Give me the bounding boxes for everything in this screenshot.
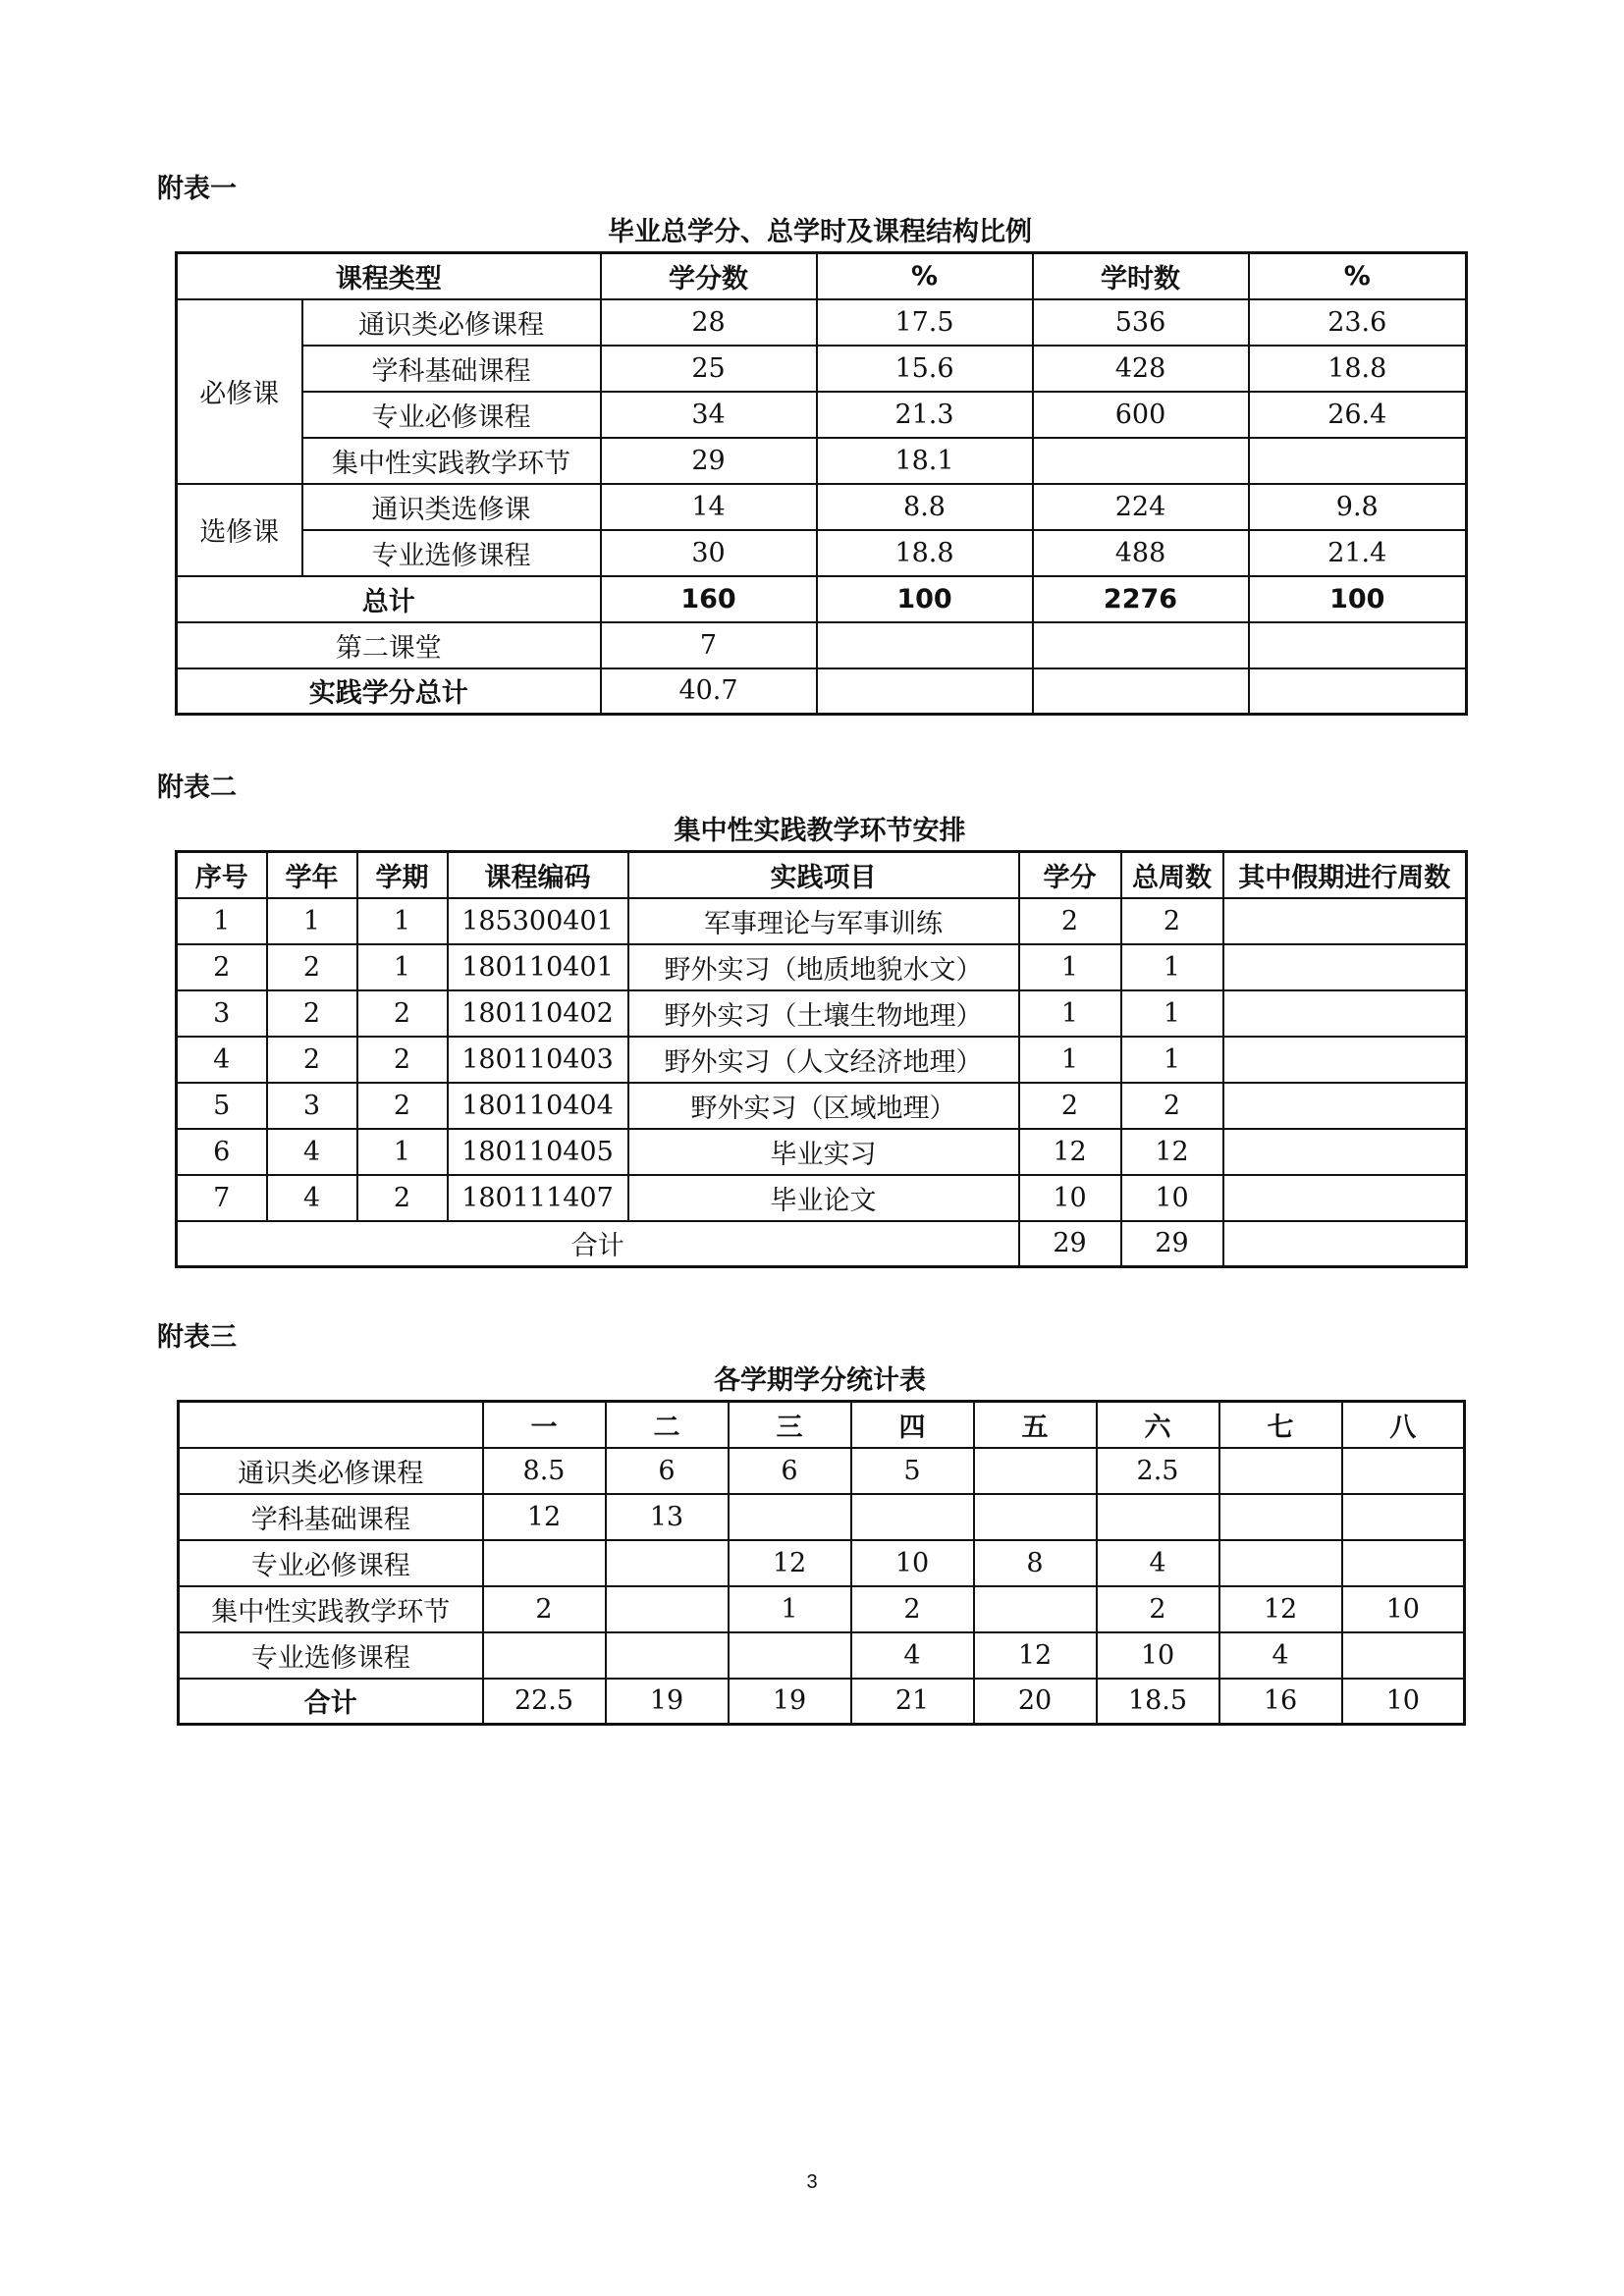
header-cell: 三	[729, 1402, 851, 1448]
header-cell: 学期	[357, 852, 448, 898]
table-row	[179, 1402, 1465, 1448]
header-cell: 六	[1097, 1402, 1219, 1448]
table-cell: 1	[357, 1129, 448, 1175]
table-cell: 5	[851, 1448, 974, 1494]
table1-caption: 毕业总学分、总学时及课程结构比例	[608, 217, 1032, 247]
table-cell: 16	[1219, 1679, 1342, 1725]
table-row	[177, 530, 1467, 576]
table-cell: 实践学分总计	[177, 668, 601, 715]
table-cell: 2	[357, 1175, 448, 1221]
table-cell: 428	[1033, 346, 1249, 392]
table-cell: 180110405	[448, 1129, 628, 1175]
table-cell: 合计	[179, 1679, 483, 1725]
table-row	[177, 1175, 1467, 1221]
header-cell: 一	[483, 1402, 606, 1448]
table-cell: 14	[601, 484, 817, 530]
table-cell	[1223, 990, 1467, 1037]
table-cell	[1033, 622, 1249, 668]
table-cell: 160	[601, 576, 817, 622]
table-cell: 学科基础课程	[179, 1494, 483, 1540]
table-cell: 2	[851, 1586, 974, 1632]
table-cell: 28	[601, 299, 817, 346]
table-cell	[1342, 1540, 1465, 1586]
table-cell: 180110403	[448, 1037, 628, 1083]
table-cell: 12	[1219, 1586, 1342, 1632]
table-cell: 6	[606, 1448, 729, 1494]
group-cell-elective: 选修课	[177, 484, 302, 576]
table-cell: 4	[267, 1129, 357, 1175]
table-cell: 野外实习（人文经济地理）	[628, 1037, 1019, 1083]
table-cell: 6	[729, 1448, 851, 1494]
table-cell: 2.5	[1097, 1448, 1219, 1494]
header-cell: %	[817, 253, 1033, 299]
table2	[175, 850, 1468, 1268]
table-cell: 34	[601, 392, 817, 438]
table-cell: 21.4	[1249, 530, 1467, 576]
table-cell: 学科基础课程	[302, 346, 601, 392]
table-cell: 4	[1219, 1632, 1342, 1679]
table-cell: 4	[1097, 1540, 1219, 1586]
header-cell: 学分数	[601, 253, 817, 299]
header-cell: 二	[606, 1402, 729, 1448]
table-cell: 22.5	[483, 1679, 606, 1725]
table-cell: 21	[851, 1679, 974, 1725]
table-cell: 通识类选修课	[302, 484, 601, 530]
table-cell: 185300401	[448, 898, 628, 944]
table-cell: 19	[729, 1679, 851, 1725]
table-cell	[974, 1448, 1097, 1494]
table-cell	[606, 1586, 729, 1632]
header-cell	[179, 1402, 483, 1448]
table-cell: 集中性实践教学环节	[179, 1586, 483, 1632]
table-cell: 1	[1121, 944, 1223, 990]
table-cell: 5	[177, 1083, 267, 1129]
table-row	[177, 852, 1467, 898]
table-cell: 15.6	[817, 346, 1033, 392]
table-cell: 2	[1121, 1083, 1223, 1129]
table-cell	[1223, 1129, 1467, 1175]
page-number: 3	[806, 2171, 818, 2193]
table-row	[177, 622, 1467, 668]
table-cell: 1	[267, 898, 357, 944]
table-cell: 1	[729, 1586, 851, 1632]
table-cell: 野外实习（地质地貌水文）	[628, 944, 1019, 990]
table-cell: 专业必修课程	[179, 1540, 483, 1586]
table-cell: 2	[1019, 898, 1121, 944]
table-cell	[1249, 438, 1467, 484]
table-cell	[606, 1632, 729, 1679]
table-cell: 1	[357, 898, 448, 944]
table-cell: 2276	[1033, 576, 1249, 622]
table-cell	[1219, 1448, 1342, 1494]
header-cell: %	[1249, 253, 1467, 299]
table-cell: 12	[974, 1632, 1097, 1679]
table-cell	[729, 1494, 851, 1540]
table-row	[177, 990, 1467, 1037]
table-cell: 1	[357, 944, 448, 990]
table-row	[177, 484, 1467, 530]
table-cell: 180111407	[448, 1175, 628, 1221]
table-cell: 通识类必修课程	[179, 1448, 483, 1494]
table-row	[177, 576, 1467, 622]
header-cell: 四	[851, 1402, 974, 1448]
table-cell: 2	[357, 990, 448, 1037]
table-cell: 7	[177, 1175, 267, 1221]
header-cell: 学分	[1019, 852, 1121, 898]
table-cell: 专业选修课程	[302, 530, 601, 576]
table-cell: 1	[1121, 1037, 1223, 1083]
table-cell: 18.5	[1097, 1679, 1219, 1725]
table-row	[177, 299, 1467, 346]
table-cell: 18.8	[817, 530, 1033, 576]
table-cell	[729, 1632, 851, 1679]
table-cell: 通识类必修课程	[302, 299, 601, 346]
table-cell: 100	[817, 576, 1033, 622]
table-cell: 9.8	[1249, 484, 1467, 530]
table-cell: 2	[267, 990, 357, 1037]
table-cell: 4	[177, 1037, 267, 1083]
table2-caption: 集中性实践教学环节安排	[674, 816, 966, 846]
table-cell	[1342, 1632, 1465, 1679]
table-cell: 专业选修课程	[179, 1632, 483, 1679]
table-cell: 8.5	[483, 1448, 606, 1494]
table-cell: 第二课堂	[177, 622, 601, 668]
table-row	[179, 1494, 1465, 1540]
table-cell: 2	[267, 1037, 357, 1083]
table-cell: 1	[177, 898, 267, 944]
table-cell	[1223, 1037, 1467, 1083]
table-cell: 7	[601, 622, 817, 668]
table-row	[177, 1129, 1467, 1175]
header-cell: 七	[1219, 1402, 1342, 1448]
table-cell	[1249, 668, 1467, 715]
table-cell: 总计	[177, 576, 601, 622]
table-cell: 18.1	[817, 438, 1033, 484]
header-cell: 学时数	[1033, 253, 1249, 299]
table-cell: 集中性实践教学环节	[302, 438, 601, 484]
table-cell	[1033, 668, 1249, 715]
table-cell: 6	[177, 1129, 267, 1175]
table-cell	[1097, 1494, 1219, 1540]
table-cell: 180110402	[448, 990, 628, 1037]
table-cell: 40.7	[601, 668, 817, 715]
table-cell: 12	[483, 1494, 606, 1540]
table-cell: 536	[1033, 299, 1249, 346]
table-cell: 2	[1097, 1586, 1219, 1632]
table-cell: 21.3	[817, 392, 1033, 438]
table-cell: 12	[729, 1540, 851, 1586]
table-row	[177, 1083, 1467, 1129]
table-cell: 180110401	[448, 944, 628, 990]
table-cell: 2	[267, 944, 357, 990]
table-cell: 10	[1342, 1586, 1465, 1632]
table-row	[179, 1540, 1465, 1586]
table-cell: 毕业实习	[628, 1129, 1019, 1175]
table-cell: 30	[601, 530, 817, 576]
table-cell: 3	[177, 990, 267, 1037]
header-cell: 序号	[177, 852, 267, 898]
table-cell: 1	[1019, 1037, 1121, 1083]
table-cell: 军事理论与军事训练	[628, 898, 1019, 944]
table-cell: 29	[1019, 1221, 1121, 1267]
table-cell: 合计	[177, 1221, 1019, 1267]
table-row	[179, 1586, 1465, 1632]
table-cell: 29	[601, 438, 817, 484]
table-row	[177, 1221, 1467, 1267]
table1	[175, 251, 1468, 716]
table-cell: 18.8	[1249, 346, 1467, 392]
table-cell: 毕业论文	[628, 1175, 1019, 1221]
table-cell: 25	[601, 346, 817, 392]
table-cell: 2	[1019, 1083, 1121, 1129]
table-cell: 2	[177, 944, 267, 990]
table-cell: 600	[1033, 392, 1249, 438]
table-cell	[1223, 1083, 1467, 1129]
table-cell: 224	[1033, 484, 1249, 530]
table-cell: 29	[1121, 1221, 1223, 1267]
table-row	[177, 346, 1467, 392]
table-cell	[1219, 1540, 1342, 1586]
table-cell: 19	[606, 1679, 729, 1725]
table-cell: 2	[357, 1083, 448, 1129]
table-row	[177, 944, 1467, 990]
table-row	[179, 1632, 1465, 1679]
table-cell: 1	[1121, 990, 1223, 1037]
table-cell: 10	[1121, 1175, 1223, 1221]
table-cell: 12	[1121, 1129, 1223, 1175]
header-cell: 实践项目	[628, 852, 1019, 898]
table-cell	[817, 668, 1033, 715]
table-cell: 10	[1097, 1632, 1219, 1679]
table-row	[177, 668, 1467, 715]
table-cell: 2	[1121, 898, 1223, 944]
table-cell	[1342, 1494, 1465, 1540]
table-cell: 23.6	[1249, 299, 1467, 346]
table-cell: 12	[1019, 1129, 1121, 1175]
table-cell: 野外实习（区域地理）	[628, 1083, 1019, 1129]
table-cell: 8.8	[817, 484, 1033, 530]
table3-caption: 各学期学分统计表	[714, 1365, 926, 1396]
table-row	[179, 1448, 1465, 1494]
table-cell: 13	[606, 1494, 729, 1540]
header-cell: 课程编码	[448, 852, 628, 898]
header-cell: 八	[1342, 1402, 1465, 1448]
table-row	[177, 253, 1467, 299]
table-cell	[483, 1540, 606, 1586]
table3-heading: 附表三	[157, 1322, 237, 1353]
table-row	[177, 898, 1467, 944]
table-cell: 20	[974, 1679, 1097, 1725]
table-cell: 17.5	[817, 299, 1033, 346]
table-cell	[1223, 1221, 1467, 1267]
table-cell	[1223, 944, 1467, 990]
table-cell: 10	[851, 1540, 974, 1586]
table-cell: 2	[357, 1037, 448, 1083]
table-cell: 180110404	[448, 1083, 628, 1129]
table-row	[179, 1679, 1465, 1725]
table-cell: 4	[851, 1632, 974, 1679]
table-cell: 4	[267, 1175, 357, 1221]
table-cell	[1223, 1175, 1467, 1221]
header-cell: 学年	[267, 852, 357, 898]
table-cell: 3	[267, 1083, 357, 1129]
table-cell: 1	[1019, 944, 1121, 990]
table-cell: 1	[1019, 990, 1121, 1037]
header-cell: 五	[974, 1402, 1097, 1448]
header-cell: 其中假期进行周数	[1223, 852, 1467, 898]
group-cell-required: 必修课	[177, 299, 302, 484]
table-cell: 8	[974, 1540, 1097, 1586]
table3	[177, 1400, 1466, 1726]
table-cell: 488	[1033, 530, 1249, 576]
table-cell: 100	[1249, 576, 1467, 622]
table-cell	[606, 1540, 729, 1586]
header-cell: 总周数	[1121, 852, 1223, 898]
table-cell: 2	[483, 1586, 606, 1632]
table-cell	[817, 622, 1033, 668]
header-cell: 课程类型	[177, 253, 601, 299]
table-cell	[1033, 438, 1249, 484]
table-cell	[1342, 1448, 1465, 1494]
table-cell: 10	[1019, 1175, 1121, 1221]
table-cell: 野外实习（土壤生物地理）	[628, 990, 1019, 1037]
table-cell	[974, 1494, 1097, 1540]
table1-heading: 附表一	[157, 174, 237, 204]
table-row	[177, 438, 1467, 484]
table-cell: 10	[1342, 1679, 1465, 1725]
table-row	[177, 1037, 1467, 1083]
table-cell: 26.4	[1249, 392, 1467, 438]
table-cell	[1223, 898, 1467, 944]
table-cell	[1219, 1494, 1342, 1540]
table-cell	[483, 1632, 606, 1679]
table-cell	[974, 1586, 1097, 1632]
table-cell: 专业必修课程	[302, 392, 601, 438]
table-cell	[1249, 622, 1467, 668]
table-cell	[851, 1494, 974, 1540]
table2-heading: 附表二	[157, 773, 237, 803]
table-row	[177, 392, 1467, 438]
